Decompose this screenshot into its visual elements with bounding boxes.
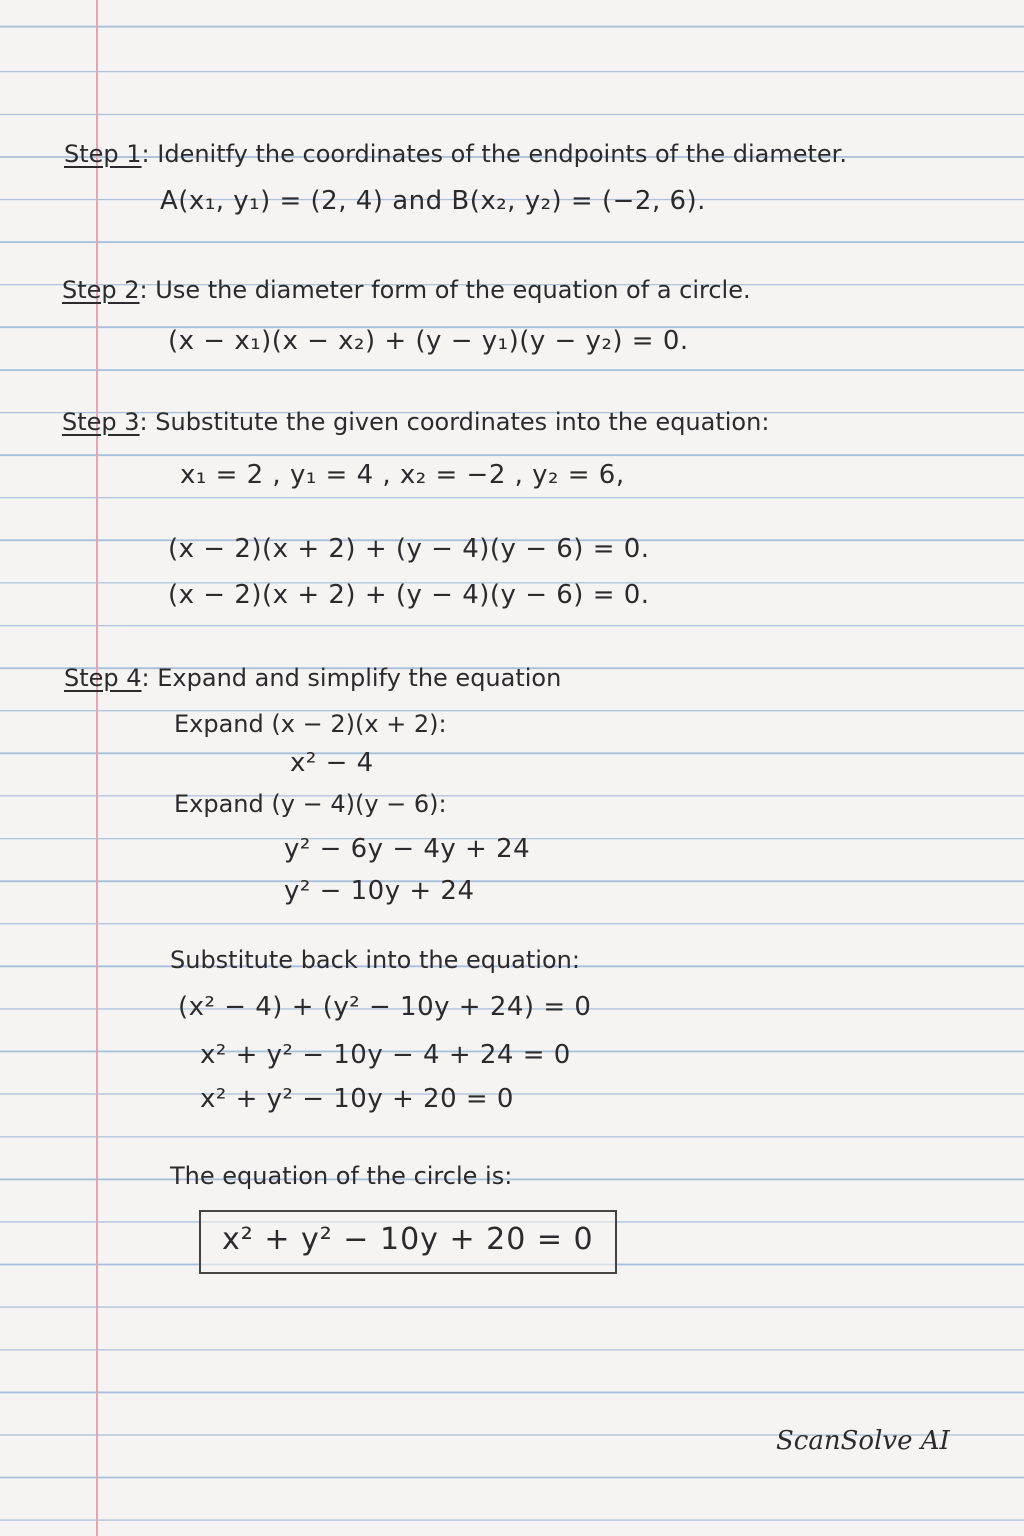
step3-heading [62, 408, 769, 436]
step2-text: : Use the diameter form of the equation of a circle. [139, 276, 751, 304]
step2-heading [62, 276, 751, 304]
expand1-result: x² − 4 [290, 748, 374, 778]
margin-line [96, 0, 98, 1536]
expand2-line2: y² − 10y + 24 [284, 876, 475, 906]
step3-values: x₁ = 2 , y₁ = 4 , x₂ = −2 , y₂ = 6, [180, 460, 625, 490]
conclusion-label: The equation of the circle is: [170, 1162, 513, 1190]
step1-label: Step 1 [64, 140, 142, 168]
signature: ScanSolve AI [776, 1426, 950, 1456]
expand1-label: Expand (x − 2)(x + 2): [174, 710, 447, 738]
step2-label: Step 2 [62, 276, 140, 304]
substitute-line2: x² + y² − 10y − 4 + 24 = 0 [200, 1040, 571, 1070]
step3-text: : Substitute the given coordinates into the equation: [139, 408, 770, 436]
final-answer: x² + y² − 10y + 20 = 0 [222, 1222, 594, 1257]
substitute-label: Substitute back into the equation: [170, 946, 580, 974]
expand2-label: Expand (y − 4)(y − 6): [174, 790, 447, 818]
substitute-line3: x² + y² − 10y + 20 = 0 [200, 1084, 514, 1114]
step3-label: Step 3 [62, 408, 140, 436]
substitute-line1: (x² − 4) + (y² − 10y + 24) = 0 [178, 992, 592, 1022]
step4-heading [64, 664, 561, 692]
step1-points: A(x₁, y₁) = (2, 4) and B(x₂, y₂) = (−2, 6). [160, 186, 706, 216]
step3-equation-2: (x − 2)(x + 2) + (y − 4)(y − 6) = 0. [168, 580, 650, 610]
expand2-line1: y² − 6y − 4y + 24 [284, 834, 531, 864]
step4-text: : Expand and simplify the equation [141, 664, 562, 692]
step1-text: : Idenitfy the coordinates of the endpoints of the diameter. [141, 140, 847, 168]
step4-label: Step 4 [64, 664, 142, 692]
step1-heading [64, 140, 847, 168]
step2-formula: (x − x₁)(x − x₂) + (y − y₁)(y − y₂) = 0. [168, 326, 689, 356]
step3-equation-1: (x − 2)(x + 2) + (y − 4)(y − 6) = 0. [168, 534, 650, 564]
